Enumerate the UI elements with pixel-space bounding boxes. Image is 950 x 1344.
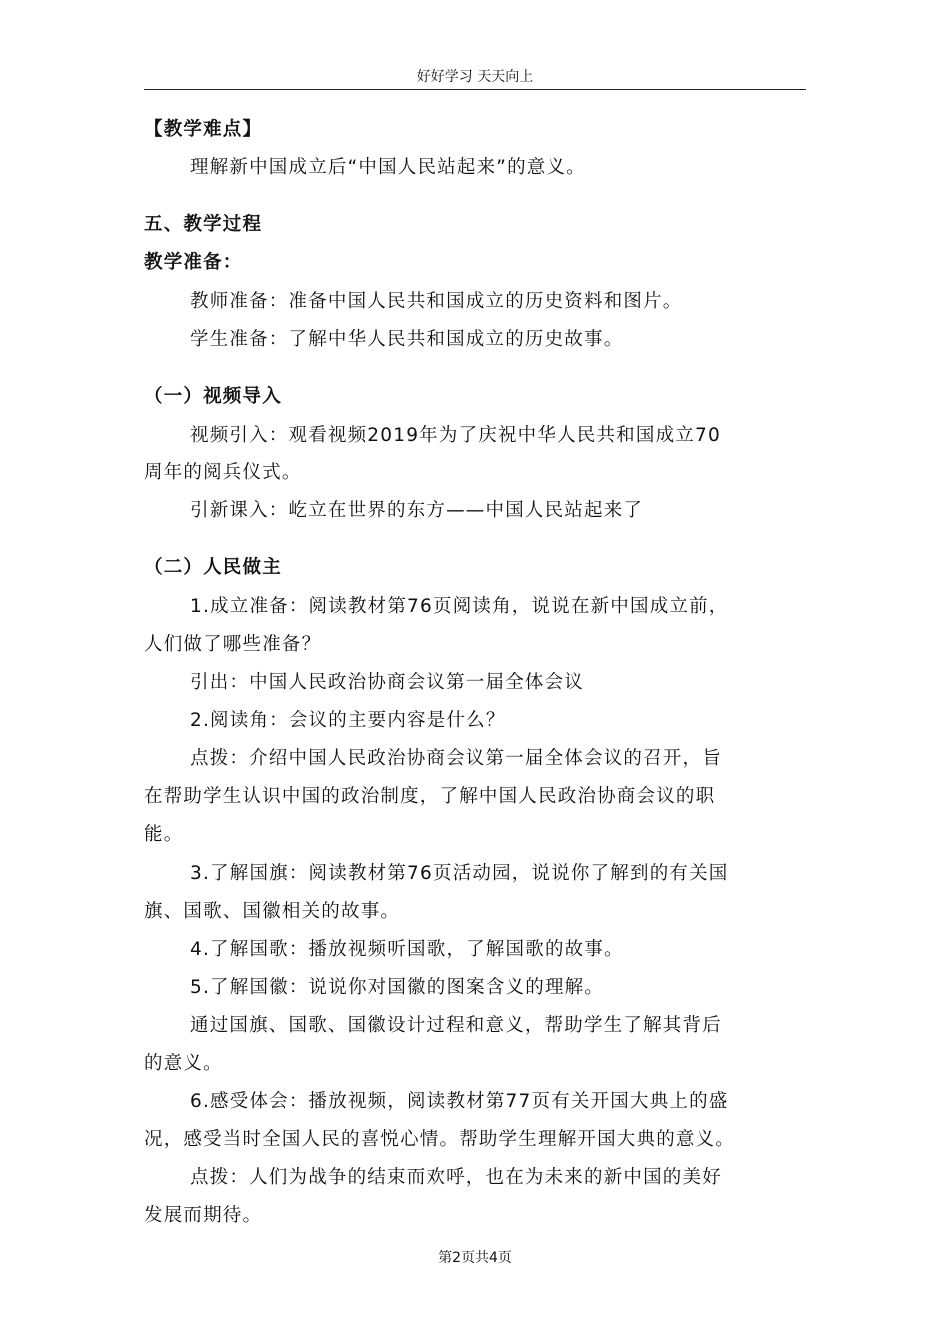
paragraph-hint2-line1: 点拨：人们为战争的结束而欢呼，也在为未来的新中国的美好 — [190, 1167, 722, 1188]
paragraph-item3-line2: 旗、国歌、国徽相关的故事。 — [144, 901, 401, 922]
paragraph-item6-line2: 况，感受当时全国人民的喜悦心情。帮助学生理解开国大典的意义。 — [144, 1129, 736, 1150]
paragraph-new-lesson: 引新课入：屹立在世界的东方——中国人民站起来了 — [190, 500, 644, 521]
paragraph-item6-line1: 6.感受体会：播放视频，阅读教材第77页有关开国大典上的盛 — [190, 1091, 729, 1112]
paragraph-student-prep: 学生准备：了解中华人民共和国成立的历史故事。 — [190, 329, 624, 350]
paragraph-lead-out: 引出：中国人民政治协商会议第一届全体会议 — [190, 672, 585, 693]
heading-teaching-process: 五、教学过程 — [144, 214, 263, 235]
paragraph-video-line1: 视频引入：观看视频2019年为了庆祝中华人民共和国成立70 — [190, 425, 721, 446]
paragraph-summary-line2: 的意义。 — [144, 1053, 223, 1074]
page-number: 第2页共4页 — [438, 1250, 512, 1266]
paragraph-item1-line1: 1.成立准备：阅读教材第76页阅读角，说说在新中国成立前， — [190, 596, 729, 617]
page-header: 好好学习 天天向上 — [144, 66, 806, 90]
heading-teaching-prep: 教学准备： — [144, 252, 243, 273]
paragraph-difficulty: 理解新中国成立后“中国人民站起来”的意义。 — [190, 157, 586, 178]
paragraph-hint1-line1: 点拨：介绍中国人民政治协商会议第一届全体会议的召开，旨 — [190, 748, 722, 769]
paragraph-video-line2: 周年的阅兵仪式。 — [144, 462, 302, 483]
heading-teaching-difficulty: 【教学难点】 — [144, 119, 263, 140]
paragraph-item2: 2.阅读角：会议的主要内容是什么？ — [190, 710, 506, 731]
heading-people-master: （二）人民做主 — [144, 557, 282, 578]
paragraph-item4: 4.了解国歌：播放视频听国歌，了解国歌的故事。 — [190, 939, 624, 960]
heading-video-intro: （一）视频导入 — [144, 386, 282, 407]
paragraph-item5: 5.了解国徽：说说你对国徽的图案含义的理解。 — [190, 977, 605, 998]
paragraph-summary-line1: 通过国旗、国歌、国徽设计过程和意义，帮助学生了解其背后 — [190, 1015, 722, 1036]
paragraph-item3-line1: 3.了解国旗：阅读教材第76页活动园，说说你了解到的有关国 — [190, 863, 729, 884]
paragraph-teacher-prep: 教师准备：准备中国人民共和国成立的历史资料和图片。 — [190, 291, 683, 312]
paragraph-hint2-line2: 发展而期待。 — [144, 1205, 263, 1226]
paragraph-hint1-line2: 在帮助学生认识中国的政治制度，了解中国人民政治协商会议的职 — [144, 786, 716, 807]
paragraph-hint1-line3: 能。 — [144, 824, 184, 845]
paragraph-item1-line2: 人们做了哪些准备？ — [144, 634, 322, 655]
